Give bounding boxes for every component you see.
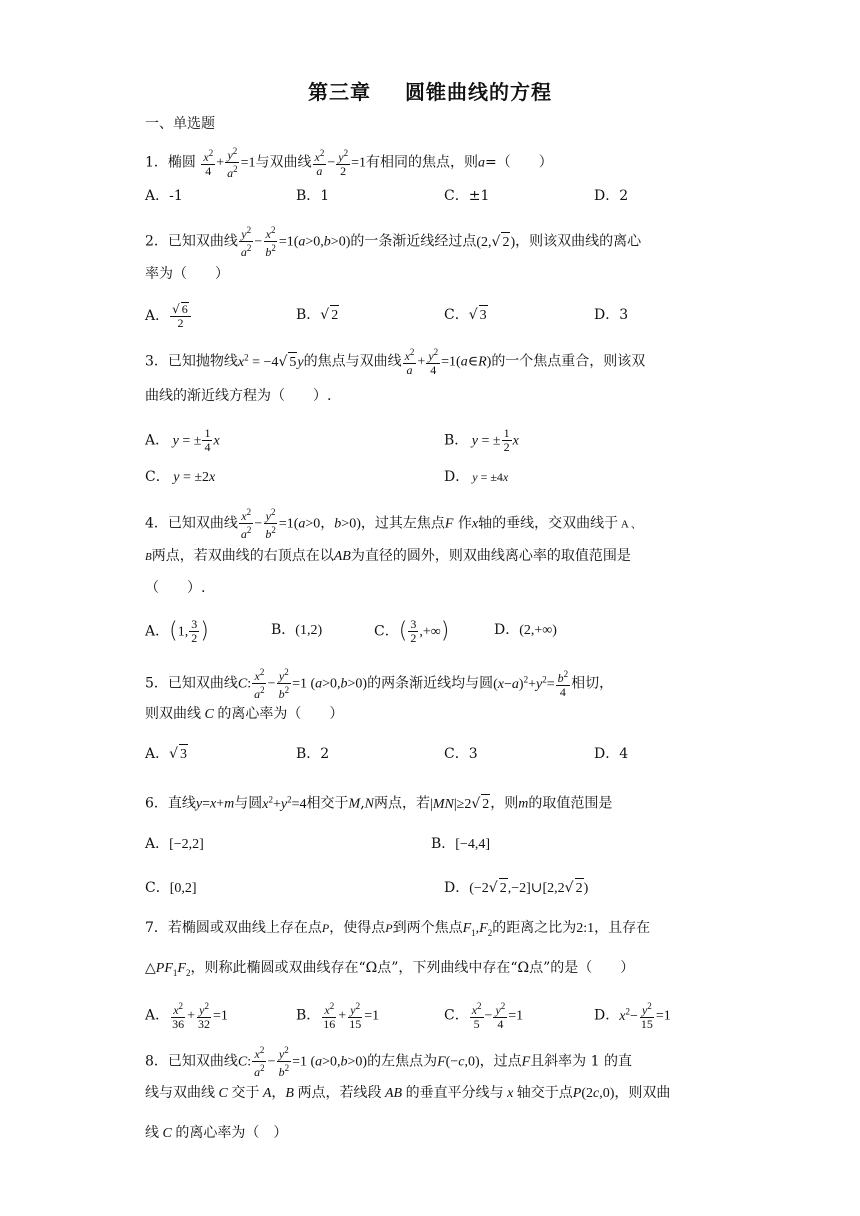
question-6: 6．直线y=x+m与圆$x^2+y^2=4$相交于M,N两点，若|MN|≥2√ 2，则m的取值范围是 — [145, 789, 612, 815]
q6-option-d: D．(−2√ 2,−2]∪[2,2√ 2) — [444, 878, 588, 899]
question-8-line-3: 线 C 的离心率为（ ） — [145, 1125, 288, 1141]
q7-option-d: D．$x^2-$ $\frac{y^2}{15}$ =1 — [594, 1001, 671, 1031]
question-8-line-2: 线与双曲线 C 交于 A，B 两点，若线段 AB 的垂直平分线与 x 轴交于点P(2c,0)，则双曲 — [145, 1085, 671, 1101]
q2-option-a: A． $\frac{√ 6}{2}$ — [145, 302, 192, 330]
q1-option-c: C．±1 — [444, 188, 490, 204]
q5-option-d: D．4 — [594, 746, 629, 762]
q6-option-a: A．[−2,2] — [145, 836, 204, 852]
q4-option-d: D．(2,+∞) — [494, 622, 557, 638]
q3-option-a: A． y = ± $\frac{1}{4}$ x — [145, 426, 220, 454]
question-5-line-2: 则双曲线 C 的离心率为（ ） — [145, 706, 344, 722]
q1-option-a: A．-1 — [145, 188, 183, 204]
page-title — [0, 76, 860, 105]
q7-option-a: A． $\frac{x^2}{36}$ + $\frac{y^2}{32}$ =1 — [145, 1001, 228, 1031]
question-5: 5．已知双曲线C: $\frac{x^2}{a^2}$ − $\frac{y^2}{b^2}$ =1 (a>0,b>0)的两条渐近线均与圆$(x-a)^2+y^2=$ $\frac{b^2}{4}$ 相切， — [145, 667, 614, 701]
question-3-line-2: 曲线的渐近线方程为（ ）. — [145, 388, 332, 404]
q6-option-c: C．[0,2] — [145, 880, 197, 896]
question-2: 2．已知双曲线 $\frac{y^2}{a^2}$ − $\frac{x^2}{b^2}$ =1(a>0,b>0)的一条渐近线经过点(2,√ 2)，则该双曲线的离心 — [145, 225, 642, 259]
q1-option-b: B．1 — [296, 188, 330, 204]
q3-option-b: B． y = ± $\frac{1}{2}$ x — [444, 426, 519, 454]
question-1: 1．椭圆 $\frac{x^2}{4}$ + $\frac{y^2}{a^2}$ =1与双曲线 $\frac{x^2}{a}$ − $\frac{y^2}{2}$ =1有相同的焦点，则a=（ ） — [145, 146, 553, 180]
q4-option-a: A．(1, $\frac{3}{2}$ ) — [145, 617, 209, 645]
question-7-line-2: $\triangle PF_1F_2$，则称此椭圆或双曲线存在“Ω点”，下列曲线中存在“Ω点”的是（ ） — [145, 960, 635, 978]
q7-option-b: B． $\frac{x^2}{16}$ + $\frac{y^2}{15}$ =1 — [296, 1001, 380, 1031]
question-4: 4．已知双曲线 $\frac{x^2}{a^2}$ − $\frac{y^2}{b^2}$ =1(a>0，b>0)，过其左焦点F 作x轴的垂线，交双曲线于 A 、 — [145, 507, 642, 541]
q5-option-a: A．√ 3 — [145, 744, 188, 765]
q2-option-b: B．√ 2 — [296, 305, 339, 326]
q5-option-b: B．2 — [296, 746, 330, 762]
q6-option-b: B．[−4,4] — [431, 836, 491, 852]
question-7: 7．若椭圆或双曲线上存在点P，使得点P到两个焦点$F_1,F_2$的距离之比为2:1，且存在 — [145, 920, 651, 938]
q2-option-c: C．√ 3 — [444, 305, 488, 326]
question-3: 3．已知抛物线$x^2 = -4√$ 5y的焦点与双曲线 $\frac{x^2}{a}$ + $\frac{y^2}{4}$ =1(a∈R)的一个焦点重合，则该双 — [145, 347, 646, 377]
title-chapter: 第三章 — [308, 80, 371, 104]
q3-option-c: C． y = ±2x — [145, 469, 216, 485]
question-4-line-2: B两点，若双曲线的右顶点在以AB为直径的圆外，则双曲线离心率的取值范围是 — [145, 548, 631, 564]
question-2-line-2: 率为（ ） — [145, 266, 229, 282]
section-heading: 一、单选题 — [145, 116, 215, 132]
q4-option-b: B．(1,2) — [271, 622, 323, 638]
q7-option-c: C． $\frac{x^2}{5}$ − $\frac{y^2}{4}$ =1 — [444, 1001, 524, 1031]
q2-option-d: D．3 — [594, 307, 629, 323]
q4-option-c: C．( $\frac{3}{2}$ ,+∞) — [374, 617, 450, 645]
q5-option-c: C．3 — [444, 746, 478, 762]
q3-option-d: D． y = ±4x — [444, 469, 509, 485]
title-name: 圆锥曲线的方程 — [405, 80, 552, 104]
question-4-line-3: （ ）. — [145, 580, 206, 596]
question-8: 8．已知双曲线C: $\frac{x^2}{a^2}$ − $\frac{y^2}{b^2}$ =1 (a>0,b>0)的左焦点为F(−c,0)，过点F且斜率为 1 的直 — [145, 1045, 632, 1079]
q1-option-d: D．2 — [594, 188, 629, 204]
